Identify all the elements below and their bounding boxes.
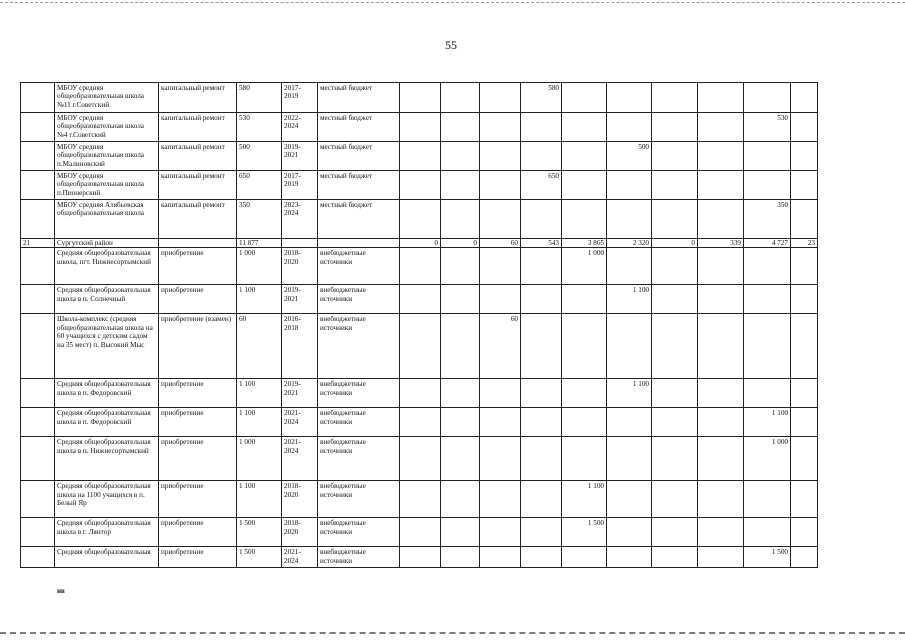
year-value-cell [744, 518, 791, 547]
period-cell: 2018-2020 [282, 518, 318, 547]
year-value-cell [652, 481, 698, 518]
year-value-cell: 350 [744, 200, 791, 239]
year-value-cell: 1 100 [607, 285, 652, 314]
amount-cell: 530 [237, 113, 282, 142]
funding-source-cell: местный бюджет [318, 171, 400, 200]
year-value-cell [441, 113, 480, 142]
period-cell: 2019-2021 [282, 142, 318, 171]
year-value-cell [521, 408, 562, 437]
amount-cell: 60 [237, 314, 282, 379]
year-value-cell [521, 285, 562, 314]
year-value-cell [744, 285, 791, 314]
school-name-cell: МБОУ средняя общеобразовательная школа №4 г.Советский [55, 113, 159, 142]
school-name-cell: Средняя общеобразовательная школа, пгт. Нижнесортымский [55, 248, 159, 285]
period-cell: 2022-2024 [282, 113, 318, 142]
school-name-cell: МБОУ средняя общеобразовательная школа №11 г.Советский [55, 83, 159, 113]
table-row [21, 547, 818, 568]
school-name-cell: Средняя общеобразовательная школа в п. Федоровский [55, 379, 159, 408]
table-row [21, 200, 818, 239]
year-value-cell [652, 285, 698, 314]
district-spacer [282, 239, 318, 248]
year-value-cell [744, 481, 791, 518]
amount-cell: 1 100 [237, 481, 282, 518]
amount-cell: 650 [237, 171, 282, 200]
district-cell: 339 [698, 239, 744, 248]
year-value-cell [652, 113, 698, 142]
table-row [21, 142, 818, 171]
district-spacer [159, 239, 237, 248]
index-cell [21, 437, 55, 481]
year-value-cell [480, 83, 521, 113]
period-cell: 2017-2019 [282, 83, 318, 113]
year-value-cell: 60 [480, 314, 521, 379]
year-value-cell [607, 481, 652, 518]
district-cell: 0 [652, 239, 698, 248]
school-name-cell: Школа-комплекс (средняя общеобразовательная школа на 60 учащихся с детским садом на 35 мест) п. Высокий Мыс [55, 314, 159, 379]
district-cell: 543 [521, 239, 562, 248]
funding-source-cell: внебюджетные источники [318, 379, 400, 408]
funding-source-cell: местный бюджет [318, 142, 400, 171]
district-cell: 3 865 [562, 239, 607, 248]
period-cell: 2021-2024 [282, 547, 318, 568]
amount-cell: 500 [237, 142, 282, 171]
page-number: 55 [445, 38, 457, 52]
year-value-cell: 1 000 [744, 437, 791, 481]
table-row [21, 379, 818, 408]
period-cell: 2019-2021 [282, 379, 318, 408]
work-type-cell: приобретение [159, 481, 237, 518]
year-value-cell [698, 481, 744, 518]
amount-cell: 1 000 [237, 437, 282, 481]
amount-cell: 350 [237, 200, 282, 239]
year-value-cell: 1 100 [607, 379, 652, 408]
funding-source-cell: внебюджетные источники [318, 547, 400, 568]
index-cell [21, 113, 55, 142]
work-type-cell: капитальный ремонт [159, 200, 237, 239]
period-cell: 2021-2024 [282, 437, 318, 481]
period-cell: 2021-2024 [282, 408, 318, 437]
school-name-cell: Средняя общеобразовательная школа в г. Лянтор [55, 518, 159, 547]
year-value-cell: 650 [521, 171, 562, 200]
year-value-cell [480, 171, 521, 200]
amount-cell: 1 000 [237, 248, 282, 285]
year-value-cell [441, 437, 480, 481]
year-value-cell [607, 547, 652, 568]
table-row [21, 481, 818, 518]
index-cell [21, 379, 55, 408]
funding-source-cell: местный бюджет [318, 113, 400, 142]
district-row [21, 239, 818, 248]
year-value-cell [652, 83, 698, 113]
year-value-cell [521, 113, 562, 142]
district-cell: 60 [480, 239, 521, 248]
district-cell: 23 [791, 239, 818, 248]
school-name-cell: Средняя общеобразовательная школа в п. Федоровский [55, 408, 159, 437]
year-value-cell [441, 408, 480, 437]
year-value-cell [480, 408, 521, 437]
year-value-cell [698, 518, 744, 547]
year-value-cell: 1 100 [562, 481, 607, 518]
work-type-cell: капитальный ремонт [159, 83, 237, 113]
table-row [21, 113, 818, 142]
district-total: 11 877 [237, 239, 282, 248]
year-value-cell [607, 518, 652, 547]
year-value-cell [562, 113, 607, 142]
table-row [21, 285, 818, 314]
year-value-cell [521, 142, 562, 171]
year-value-cell [480, 379, 521, 408]
table-row [21, 83, 818, 113]
year-value-cell [562, 314, 607, 379]
funding-source-cell: внебюджетные источники [318, 314, 400, 379]
year-value-cell [480, 248, 521, 285]
year-value-cell [400, 314, 441, 379]
work-type-cell: приобретение [159, 285, 237, 314]
amount-cell: 1 100 [237, 408, 282, 437]
year-value-cell [607, 83, 652, 113]
amount-cell: 1 500 [237, 547, 282, 568]
year-value-cell [698, 437, 744, 481]
work-type-cell: приобретение [159, 379, 237, 408]
year-value-cell [791, 547, 818, 568]
year-value-cell [791, 113, 818, 142]
district-spacer [318, 239, 400, 248]
year-value-cell [698, 200, 744, 239]
funding-source-cell: внебюджетные источники [318, 518, 400, 547]
work-type-cell: приобретение [159, 437, 237, 481]
table-row [21, 408, 818, 437]
index-cell [21, 142, 55, 171]
year-value-cell [698, 83, 744, 113]
school-name-cell: Средняя общеобразовательная школа на 1100 учащихся в п. Белый Яр [55, 481, 159, 518]
work-type-cell: приобретение [159, 408, 237, 437]
funding-source-cell: внебюджетные источники [318, 285, 400, 314]
school-budget-table [20, 82, 818, 568]
year-value-cell [480, 481, 521, 518]
year-value-cell [652, 171, 698, 200]
table-row [21, 314, 818, 379]
district-cell: 2 320 [607, 239, 652, 248]
table-row [21, 518, 818, 547]
funding-source-cell: внебюджетные источники [318, 481, 400, 518]
year-value-cell [480, 437, 521, 481]
year-value-cell [521, 200, 562, 239]
funding-source-cell: местный бюджет [318, 83, 400, 113]
year-value-cell [791, 171, 818, 200]
year-value-cell [607, 171, 652, 200]
year-value-cell [441, 200, 480, 239]
year-value-cell [562, 83, 607, 113]
work-type-cell: приобретение [159, 248, 237, 285]
funding-source-cell: внебюджетные источники [318, 408, 400, 437]
year-value-cell [791, 408, 818, 437]
year-value-cell [400, 200, 441, 239]
period-cell: 2017-2019 [282, 171, 318, 200]
year-value-cell [698, 113, 744, 142]
index-cell [21, 83, 55, 113]
year-value-cell [744, 248, 791, 285]
year-value-cell [791, 437, 818, 481]
table-row [21, 171, 818, 200]
year-value-cell [521, 437, 562, 481]
index-cell [21, 481, 55, 518]
year-value-cell [480, 547, 521, 568]
year-value-cell [441, 481, 480, 518]
year-value-cell [480, 113, 521, 142]
year-value-cell [441, 285, 480, 314]
year-value-cell [698, 171, 744, 200]
year-value-cell [480, 200, 521, 239]
year-value-cell [698, 248, 744, 285]
year-value-cell [521, 248, 562, 285]
table-row [21, 437, 818, 481]
district-index: 21 [21, 239, 55, 248]
amount-cell: 580 [237, 83, 282, 113]
year-value-cell [652, 142, 698, 171]
year-value-cell [744, 142, 791, 171]
year-value-cell [480, 142, 521, 171]
district-cell: 4 727 [744, 239, 791, 248]
year-value-cell: 1 500 [744, 547, 791, 568]
year-value-cell [791, 379, 818, 408]
year-value-cell [521, 547, 562, 568]
year-value-cell: 530 [744, 113, 791, 142]
year-value-cell [441, 248, 480, 285]
year-value-cell [698, 379, 744, 408]
year-value-cell [441, 518, 480, 547]
school-name-cell: Средняя общеобразовательная [55, 547, 159, 568]
funding-source-cell: внебюджетные источники [318, 248, 400, 285]
funding-source-cell: местный бюджет [318, 200, 400, 239]
year-value-cell: 500 [607, 142, 652, 171]
year-value-cell [441, 379, 480, 408]
year-value-cell [441, 83, 480, 113]
index-cell [21, 314, 55, 379]
school-name-cell: МБОУ средняя общеобразовательная школа п.Пионерский [55, 171, 159, 200]
year-value-cell [480, 518, 521, 547]
year-value-cell [744, 83, 791, 113]
year-value-cell [791, 518, 818, 547]
year-value-cell [652, 314, 698, 379]
year-value-cell [652, 379, 698, 408]
year-value-cell [441, 171, 480, 200]
index-cell [21, 285, 55, 314]
year-value-cell [400, 285, 441, 314]
year-value-cell [607, 408, 652, 437]
year-value-cell [400, 248, 441, 285]
year-value-cell [652, 200, 698, 239]
funding-source-cell: внебюджетные источники [318, 437, 400, 481]
year-value-cell [400, 437, 441, 481]
year-value-cell [744, 379, 791, 408]
amount-cell: 1 100 [237, 285, 282, 314]
work-type-cell: капитальный ремонт [159, 142, 237, 171]
table-body-before [21, 83, 818, 239]
table-row [21, 248, 818, 285]
year-value-cell [441, 547, 480, 568]
scan-edge-top [0, 2, 905, 3]
school-name-cell: МБОУ средняя общеобразовательная школа п.Малиновский [55, 142, 159, 171]
scan-edge-bottom [0, 632, 905, 634]
school-name-cell: Средняя общеобразовательная школа в п. Солнечный [55, 285, 159, 314]
amount-cell: 1 100 [237, 379, 282, 408]
year-value-cell: 580 [521, 83, 562, 113]
year-value-cell [562, 547, 607, 568]
year-value-cell [652, 518, 698, 547]
year-value-cell [400, 379, 441, 408]
year-value-cell [652, 248, 698, 285]
work-type-cell: приобретение [159, 518, 237, 547]
work-type-cell: капитальный ремонт [159, 171, 237, 200]
district-cell: 0 [400, 239, 441, 248]
period-cell: 2016-2018 [282, 314, 318, 379]
year-value-cell [791, 285, 818, 314]
work-type-cell: приобретение (взамен) [159, 314, 237, 379]
year-value-cell [607, 314, 652, 379]
year-value-cell [698, 547, 744, 568]
year-value-cell [698, 408, 744, 437]
school-name-cell: Средняя общеобразовательная школа в п. Нижнесортымский [55, 437, 159, 481]
year-value-cell [400, 113, 441, 142]
district-cell: 0 [441, 239, 480, 248]
year-value-cell [698, 285, 744, 314]
year-value-cell [521, 518, 562, 547]
year-value-cell: 1 000 [562, 248, 607, 285]
year-value-cell: 1 500 [562, 518, 607, 547]
year-value-cell [562, 408, 607, 437]
year-value-cell [562, 379, 607, 408]
year-value-cell [744, 314, 791, 379]
year-value-cell [607, 437, 652, 481]
year-value-cell [562, 142, 607, 171]
year-value-cell [791, 481, 818, 518]
period-cell: 2019-2021 [282, 285, 318, 314]
index-cell [21, 518, 55, 547]
district-name: Сургутский район [55, 239, 159, 248]
year-value-cell [791, 83, 818, 113]
year-value-cell [562, 285, 607, 314]
year-value-cell [521, 481, 562, 518]
footer-mark: нв [57, 587, 65, 595]
year-value-cell [607, 200, 652, 239]
year-value-cell [562, 437, 607, 481]
index-cell [21, 171, 55, 200]
work-type-cell: капитальный ремонт [159, 113, 237, 142]
year-value-cell [441, 314, 480, 379]
year-value-cell [521, 314, 562, 379]
period-cell: 2023-2024 [282, 200, 318, 239]
year-value-cell [562, 171, 607, 200]
year-value-cell [400, 142, 441, 171]
year-value-cell [791, 200, 818, 239]
year-value-cell [698, 314, 744, 379]
school-name-cell: МБОУ средняя Алябьевская общеобразовательная школа [55, 200, 159, 239]
work-type-cell: приобретение [159, 547, 237, 568]
year-value-cell [400, 518, 441, 547]
year-value-cell [400, 171, 441, 200]
year-value-cell [400, 481, 441, 518]
year-value-cell [791, 142, 818, 171]
year-value-cell [521, 379, 562, 408]
table-body-after [21, 248, 818, 568]
year-value-cell [652, 408, 698, 437]
table-body-district [21, 239, 818, 248]
index-cell [21, 248, 55, 285]
year-value-cell [607, 113, 652, 142]
year-value-cell [441, 142, 480, 171]
year-value-cell [400, 547, 441, 568]
period-cell: 2018-2020 [282, 481, 318, 518]
year-value-cell [652, 437, 698, 481]
year-value-cell [791, 314, 818, 379]
year-value-cell [562, 200, 607, 239]
index-cell [21, 547, 55, 568]
amount-cell: 1 500 [237, 518, 282, 547]
year-value-cell [652, 547, 698, 568]
period-cell: 2018-2020 [282, 248, 318, 285]
year-value-cell [791, 248, 818, 285]
year-value-cell [698, 142, 744, 171]
year-value-cell: 1 100 [744, 408, 791, 437]
year-value-cell [400, 408, 441, 437]
index-cell [21, 408, 55, 437]
index-cell [21, 200, 55, 239]
year-value-cell [480, 285, 521, 314]
year-value-cell [744, 171, 791, 200]
year-value-cell [400, 83, 441, 113]
year-value-cell [607, 248, 652, 285]
